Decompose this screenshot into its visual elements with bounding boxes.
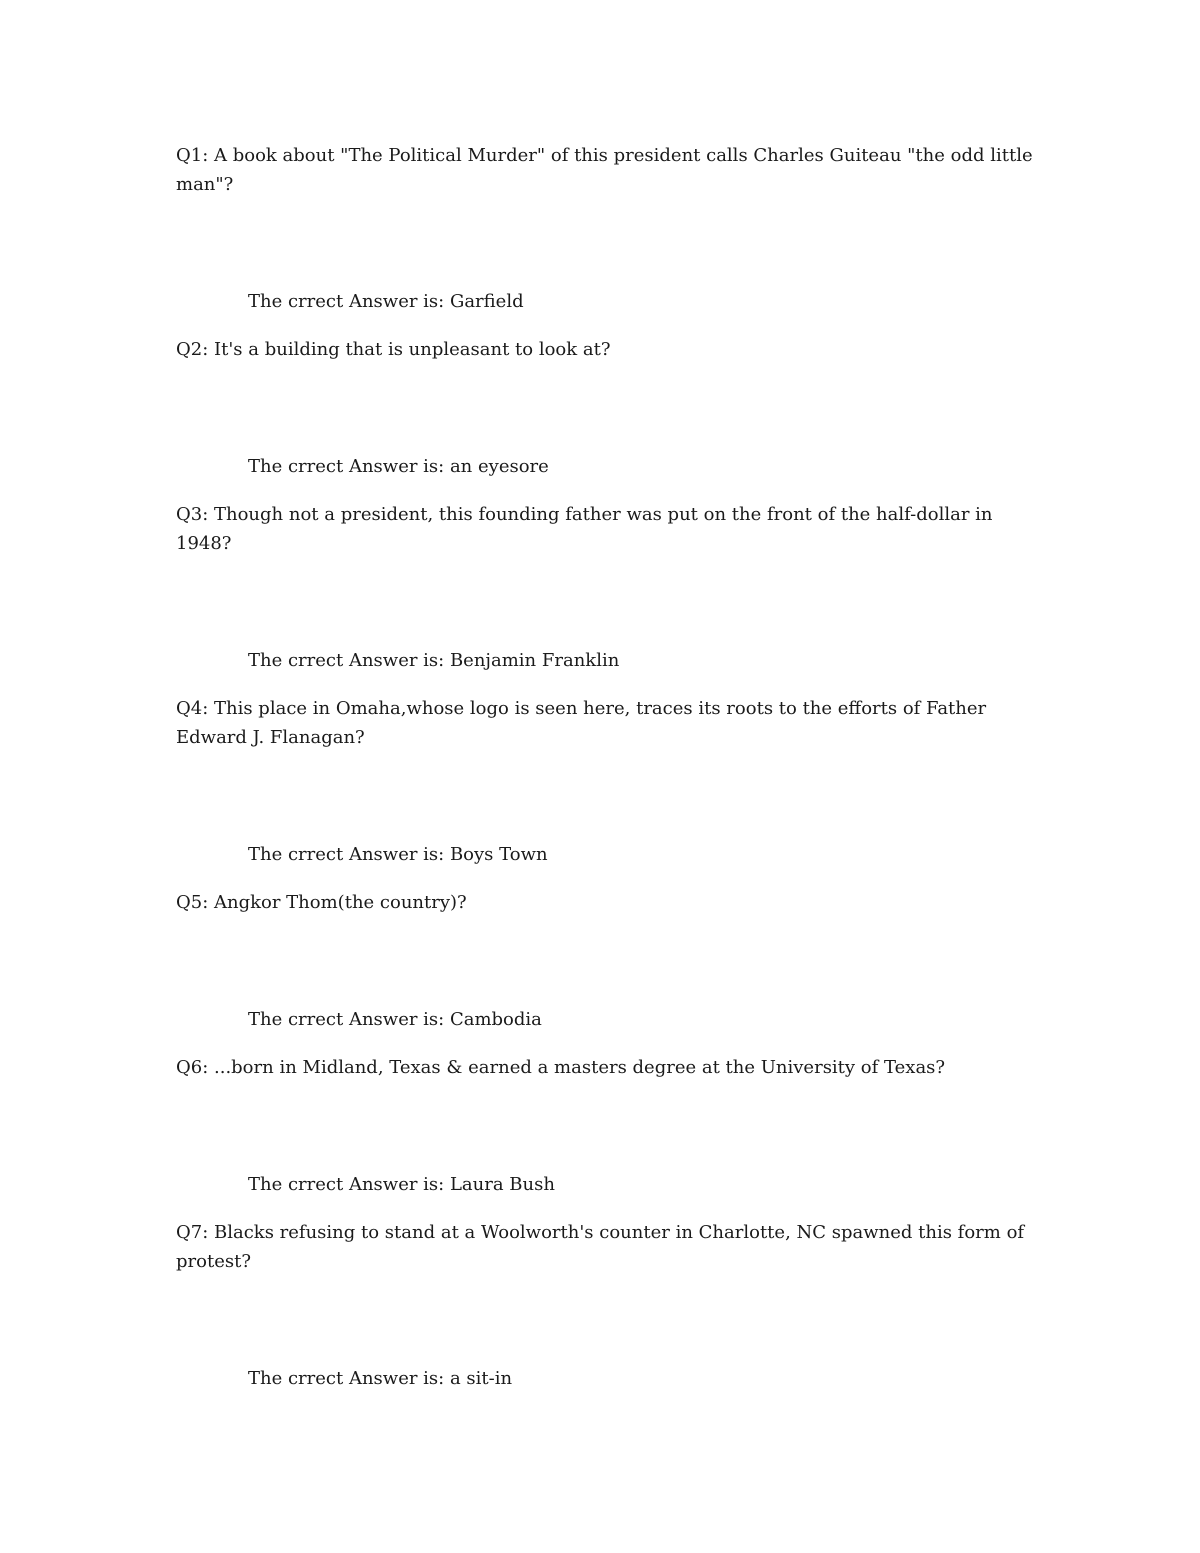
answer-text: The crrect Answer is: Boys Town bbox=[248, 844, 548, 865]
qa-item bbox=[176, 500, 1036, 675]
question-text: Q6: ...born in Midland, Texas & earned a masters degree at the University of Texas? bbox=[176, 1057, 946, 1078]
answer-text: The crrect Answer is: Benjamin Franklin bbox=[248, 650, 620, 671]
qa-item bbox=[176, 1218, 1036, 1393]
question-text: Q7: Blacks refusing to stand at a Woolworth's counter in Charlotte, NC spawned this form of protest? bbox=[176, 1222, 1025, 1272]
answer-text: The crrect Answer is: Laura Bush bbox=[248, 1174, 555, 1195]
answer-text: The crrect Answer is: Garfield bbox=[248, 291, 524, 312]
qa-item bbox=[176, 888, 1036, 1034]
answer-text: The crrect Answer is: an eyesore bbox=[248, 456, 549, 477]
qa-item bbox=[176, 335, 1036, 481]
qa-item bbox=[176, 141, 1036, 316]
quiz-content bbox=[176, 141, 1036, 1412]
answer-text: The crrect Answer is: a sit-in bbox=[248, 1368, 513, 1389]
qa-item bbox=[176, 694, 1036, 869]
question-text: Q4: This place in Omaha,whose logo is seen here, traces its roots to the efforts of Father Edward J. Flanagan? bbox=[176, 698, 987, 748]
answer-text: The crrect Answer is: Cambodia bbox=[248, 1009, 542, 1030]
question-text: Q5: Angkor Thom(the country)? bbox=[176, 892, 467, 913]
qa-item bbox=[176, 1053, 1036, 1199]
question-text: Q3: Though not a president, this founding father was put on the front of the half-dollar in 1948? bbox=[176, 504, 993, 554]
question-text: Q2: It's a building that is unpleasant to look at? bbox=[176, 339, 611, 360]
question-text: Q1: A book about "The Political Murder" of this president calls Charles Guiteau "the odd little man"? bbox=[176, 145, 1033, 195]
